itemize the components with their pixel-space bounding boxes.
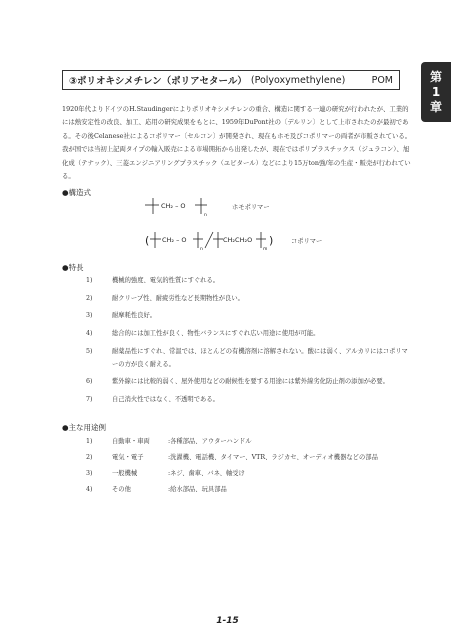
item-number: 7) <box>86 395 93 403</box>
list-item <box>86 275 412 288</box>
co-unit-b: CH₂CH₂O <box>223 236 253 244</box>
item-text: 総合的には加工性が良く、物性バランスにすぐれ広い用途に使用が可能。 <box>112 330 320 338</box>
homo-subscript: n <box>204 213 207 218</box>
homopolymer-formula <box>143 196 223 218</box>
features-heading: ●特長 <box>62 263 84 272</box>
item-text: 自己消火性ではなく、不透明である。 <box>112 395 219 403</box>
list-item <box>86 468 412 480</box>
svg-text:): ) <box>269 234 274 247</box>
list-item <box>86 328 412 341</box>
list-item <box>86 436 412 448</box>
chapter-tab <box>421 62 451 122</box>
item-text: 耐クリープ性、耐疲労性など長期物性が良い。 <box>112 294 244 302</box>
list-item <box>86 376 412 389</box>
item-number: 4) <box>86 330 93 338</box>
use-detail: :洗濯機、電話機、タイマー、VTR、ラジカセ、オーディオ機器などの部品 <box>168 454 378 461</box>
co-sub-n: n <box>200 247 203 252</box>
use-category: 一般機械 <box>112 470 138 477</box>
list-item <box>86 293 412 306</box>
features-list <box>86 275 412 412</box>
intro-paragraph: 1920年代よりドイツのH.Staudingerによりポリオキシメチレンの重合、構造に関する一連の研究が行われたが、工業的には熱安定性の改良、加工、応用の研究成果をもとに、1959年DuPont社の〔デルリン〕として上市されたのが最初である。その後Celanese社によるコポリマー〔セルコン〕が開発され、現在もホモ及びコポリマーの両者が市販されている。我が国では当初上記両タイプの輸入販売による市場開拓から出発したが、現在ではポリプラスチックス（ジュラコン）、旭化成（テナック）、三菱エンジニアリングプラスチック（ユピタール）などにより15万ton強/年の生産・販売が行われている。 <box>62 105 412 181</box>
list-item <box>86 452 412 464</box>
item-number: 5) <box>86 347 93 355</box>
list-item <box>86 310 412 323</box>
uses-list <box>86 436 412 500</box>
item-text: 機械的強度、電気的性質にすぐれる。 <box>112 277 220 284</box>
use-detail: :給水部品、玩具部品 <box>168 486 227 493</box>
use-detail: :各種部品、アウターハンドル <box>168 438 252 445</box>
use-detail: :ネジ、歯車、バネ、軸受け <box>168 470 245 477</box>
uses-heading: ●主な用途例 <box>62 423 107 432</box>
item-number: 2) <box>86 454 93 461</box>
list-item <box>86 346 412 371</box>
homopolymer-label: ホモポリマー <box>232 204 270 211</box>
item-text: 紫外線には比較的弱く、屋外使用などの耐候性を要する用途には紫外線劣化防止剤の添加が必要。 <box>112 378 389 386</box>
use-category: 電気・電子 <box>112 454 144 461</box>
item-number: 3) <box>86 470 93 477</box>
structure-heading: ●構造式 <box>62 188 92 197</box>
page-number: 1-15 <box>216 616 239 626</box>
homo-unit: CH₂ – O <box>161 202 186 210</box>
copolymer-formula <box>143 228 283 254</box>
co-unit-a: CH₂ – O <box>162 236 187 244</box>
item-number: 3) <box>86 312 93 320</box>
item-number: 4) <box>86 486 93 493</box>
use-category: 自動車・車両 <box>112 438 150 445</box>
item-number: 1) <box>86 438 93 445</box>
chapter-tab-line3: 章 <box>429 99 442 114</box>
chapter-tab-line2: 1 <box>431 84 441 99</box>
copolymer-label: コポリマー <box>291 238 323 245</box>
svg-text:(: ( <box>145 234 150 247</box>
title-english: (Polyoxymethylene) <box>250 74 346 86</box>
use-category: その他 <box>112 486 131 493</box>
chapter-tab-line1: 第 <box>429 69 442 84</box>
item-number: 6) <box>86 378 93 386</box>
list-item <box>86 394 412 407</box>
item-number: 2) <box>86 294 93 302</box>
item-number: 1) <box>86 277 93 284</box>
item-text: 耐摩耗性良好。 <box>112 312 157 320</box>
title-abbreviation: POM <box>371 74 393 86</box>
item-text: 耐薬品性にすぐれ、常温では、ほとんどの有機溶剤に溶解されない。酸には弱く、アルカリにはコポリマーの方が良く耐える。 <box>112 347 408 368</box>
title-main: ③ポリオキシメチレン（ポリアセタール） <box>69 76 247 87</box>
section-title <box>62 70 400 90</box>
list-item <box>86 484 412 496</box>
co-sub-m: m <box>263 247 268 252</box>
